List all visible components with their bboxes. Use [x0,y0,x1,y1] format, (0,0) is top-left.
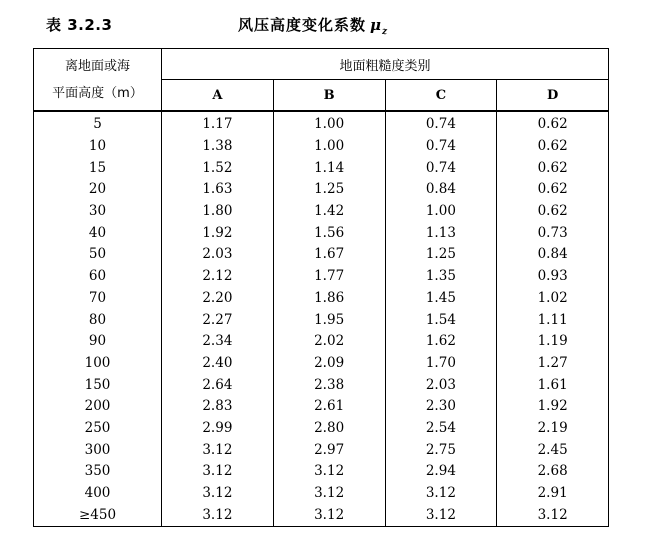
table-row [34,483,609,505]
height-cell: 250 [84,419,111,436]
category-header-b: B [273,80,385,112]
coefficient-cell-a: 2.64 [162,374,274,396]
table-row [34,179,609,201]
coefficient-cell-d: 1.61 [497,374,609,396]
coefficient-cell-a: 1.63 [162,179,274,201]
table-row [34,309,609,331]
coefficient-cell-a: 2.03 [162,244,274,266]
header-row-group [34,49,609,80]
coefficient-cell-b: 2.61 [273,396,385,418]
category-header-c: C [385,80,497,112]
table-row [34,201,609,223]
height-cell: 50 [88,246,107,263]
coefficient-cell-b: 1.95 [273,309,385,331]
coefficient-cell-b: 2.02 [273,331,385,353]
coefficient-cell-c: 2.94 [385,461,497,483]
table-number: 表 3.2.3 [46,16,113,34]
category-header-a: A [162,80,274,112]
coefficient-cell-a: 3.12 [162,439,274,461]
coefficient-cell-b: 1.00 [273,136,385,158]
coefficient-cell-b: 1.77 [273,266,385,288]
table-row [34,222,609,244]
coefficient-cell-c: 0.74 [385,111,497,136]
coefficient-cell-a: 2.20 [162,288,274,310]
height-cell: 100 [84,354,111,371]
height-cell: 5 [93,116,102,133]
coefficient-cell-c: 2.54 [385,418,497,440]
coefficient-cell-c: 1.45 [385,288,497,310]
coefficient-cell-d: 0.62 [497,201,609,223]
coefficient-cell-b: 2.97 [273,439,385,461]
coefficient-cell-b: 1.00 [273,111,385,136]
coefficient-cell-b: 2.38 [273,374,385,396]
coefficient-cell-a: 3.12 [162,504,274,526]
coefficient-cell-b: 2.80 [273,418,385,440]
coefficient-cell-b: 1.42 [273,201,385,223]
coefficient-cell-a: 1.38 [162,136,274,158]
coefficient-cell-a: 2.99 [162,418,274,440]
table-row [34,136,609,158]
table-row [34,418,609,440]
coefficient-cell-a: 2.83 [162,396,274,418]
table-row [34,353,609,375]
table-row [34,396,609,418]
table-title-text: 风压高度变化系数 [238,16,367,34]
table-row [34,374,609,396]
coefficient-cell-a: 1.52 [162,157,274,179]
height-cell: 40 [88,224,107,241]
coefficient-cell-a: 1.17 [162,111,274,136]
coefficient-cell-c: 0.74 [385,157,497,179]
coefficient-cell-b: 2.09 [273,353,385,375]
coefficient-cell-d: 2.19 [497,418,609,440]
coefficient-cell-b: 1.25 [273,179,385,201]
table-row [34,157,609,179]
category-header-d: D [497,80,609,112]
coefficient-cell-b: 3.12 [273,504,385,526]
height-cell: 150 [84,376,111,393]
coefficient-cell-a: 3.12 [162,461,274,483]
coefficient-cell-d: 0.73 [497,222,609,244]
table-row [34,461,609,483]
table-title [238,14,388,37]
coefficient-cell-d: 1.11 [497,309,609,331]
height-cell: 300 [84,441,111,458]
table-row [34,288,609,310]
coefficient-cell-c: 2.30 [385,396,497,418]
coefficient-cell-d: 1.19 [497,331,609,353]
table-row [34,504,609,526]
height-cell: 400 [84,485,111,502]
coefficient-cell-c: 1.54 [385,309,497,331]
coefficient-cell-d: 1.02 [497,288,609,310]
coefficient-cell-d: 0.93 [497,266,609,288]
coefficient-cell-d: 2.91 [497,483,609,505]
height-cell: 80 [88,311,107,328]
coefficient-cell-b: 3.12 [273,461,385,483]
coefficient-cell-a: 2.27 [162,309,274,331]
table-row [34,331,609,353]
table-caption [0,14,645,38]
coefficient-cell-a: 3.12 [162,483,274,505]
height-cell: 70 [88,289,107,306]
coefficient-cell-d: 0.62 [497,111,609,136]
wind-pressure-height-table [33,48,609,527]
table-row [34,111,609,136]
coefficient-cell-a: 2.34 [162,331,274,353]
coefficient-cell-d: 0.62 [497,136,609,158]
coefficient-symbol-main: μ [370,16,382,34]
height-cell: 200 [84,398,111,415]
height-cell: 30 [88,203,107,220]
coefficient-cell-a: 2.12 [162,266,274,288]
height-cell: ≥450 [78,506,117,523]
coefficient-cell-c: 0.74 [385,136,497,158]
coefficient-cell-c: 0.84 [385,179,497,201]
coefficient-cell-d: 1.92 [497,396,609,418]
coefficient-cell-c: 1.62 [385,331,497,353]
height-cell: 10 [88,138,107,155]
table-body [34,111,609,527]
coefficient-cell-d: 0.62 [497,157,609,179]
height-cell: 60 [88,268,107,285]
coefficient-cell-d: 2.68 [497,461,609,483]
height-cell: 15 [88,159,107,176]
table-header [34,49,609,112]
table-row [34,266,609,288]
coefficient-cell-b: 1.56 [273,222,385,244]
height-cell: 350 [84,463,111,480]
coefficient-symbol-subscript: z [382,27,389,37]
coefficient-cell-d: 3.12 [497,504,609,526]
coefficient-cell-b: 1.67 [273,244,385,266]
coefficient-cell-a: 1.80 [162,201,274,223]
coefficient-cell-b: 1.86 [273,288,385,310]
coefficient-cell-c: 2.03 [385,374,497,396]
coefficient-cell-d: 0.62 [497,179,609,201]
height-header-line2: 平面高度（m） [52,85,143,101]
coefficient-cell-c: 3.12 [385,504,497,526]
table-row [34,244,609,266]
coefficient-symbol [370,16,389,37]
height-header-line1: 离地面或海 [64,58,130,74]
table-row [34,439,609,461]
coefficient-cell-c: 3.12 [385,483,497,505]
coefficient-cell-b: 3.12 [273,483,385,505]
coefficient-cell-d: 1.27 [497,353,609,375]
coefficient-cell-c: 1.13 [385,222,497,244]
height-cell: 90 [88,333,107,350]
height-cell: 20 [88,181,107,198]
height-column-header [34,49,162,112]
coefficient-cell-c: 1.00 [385,201,497,223]
coefficient-cell-c: 1.70 [385,353,497,375]
coefficient-cell-c: 1.25 [385,244,497,266]
coefficient-cell-d: 2.45 [497,439,609,461]
coefficient-cell-a: 2.40 [162,353,274,375]
coefficient-cell-c: 2.75 [385,439,497,461]
coefficient-cell-a: 1.92 [162,222,274,244]
roughness-group-header: 地面粗糙度类别 [162,49,609,80]
coefficient-cell-b: 1.14 [273,157,385,179]
coefficient-cell-c: 1.35 [385,266,497,288]
coefficient-cell-d: 0.84 [497,244,609,266]
